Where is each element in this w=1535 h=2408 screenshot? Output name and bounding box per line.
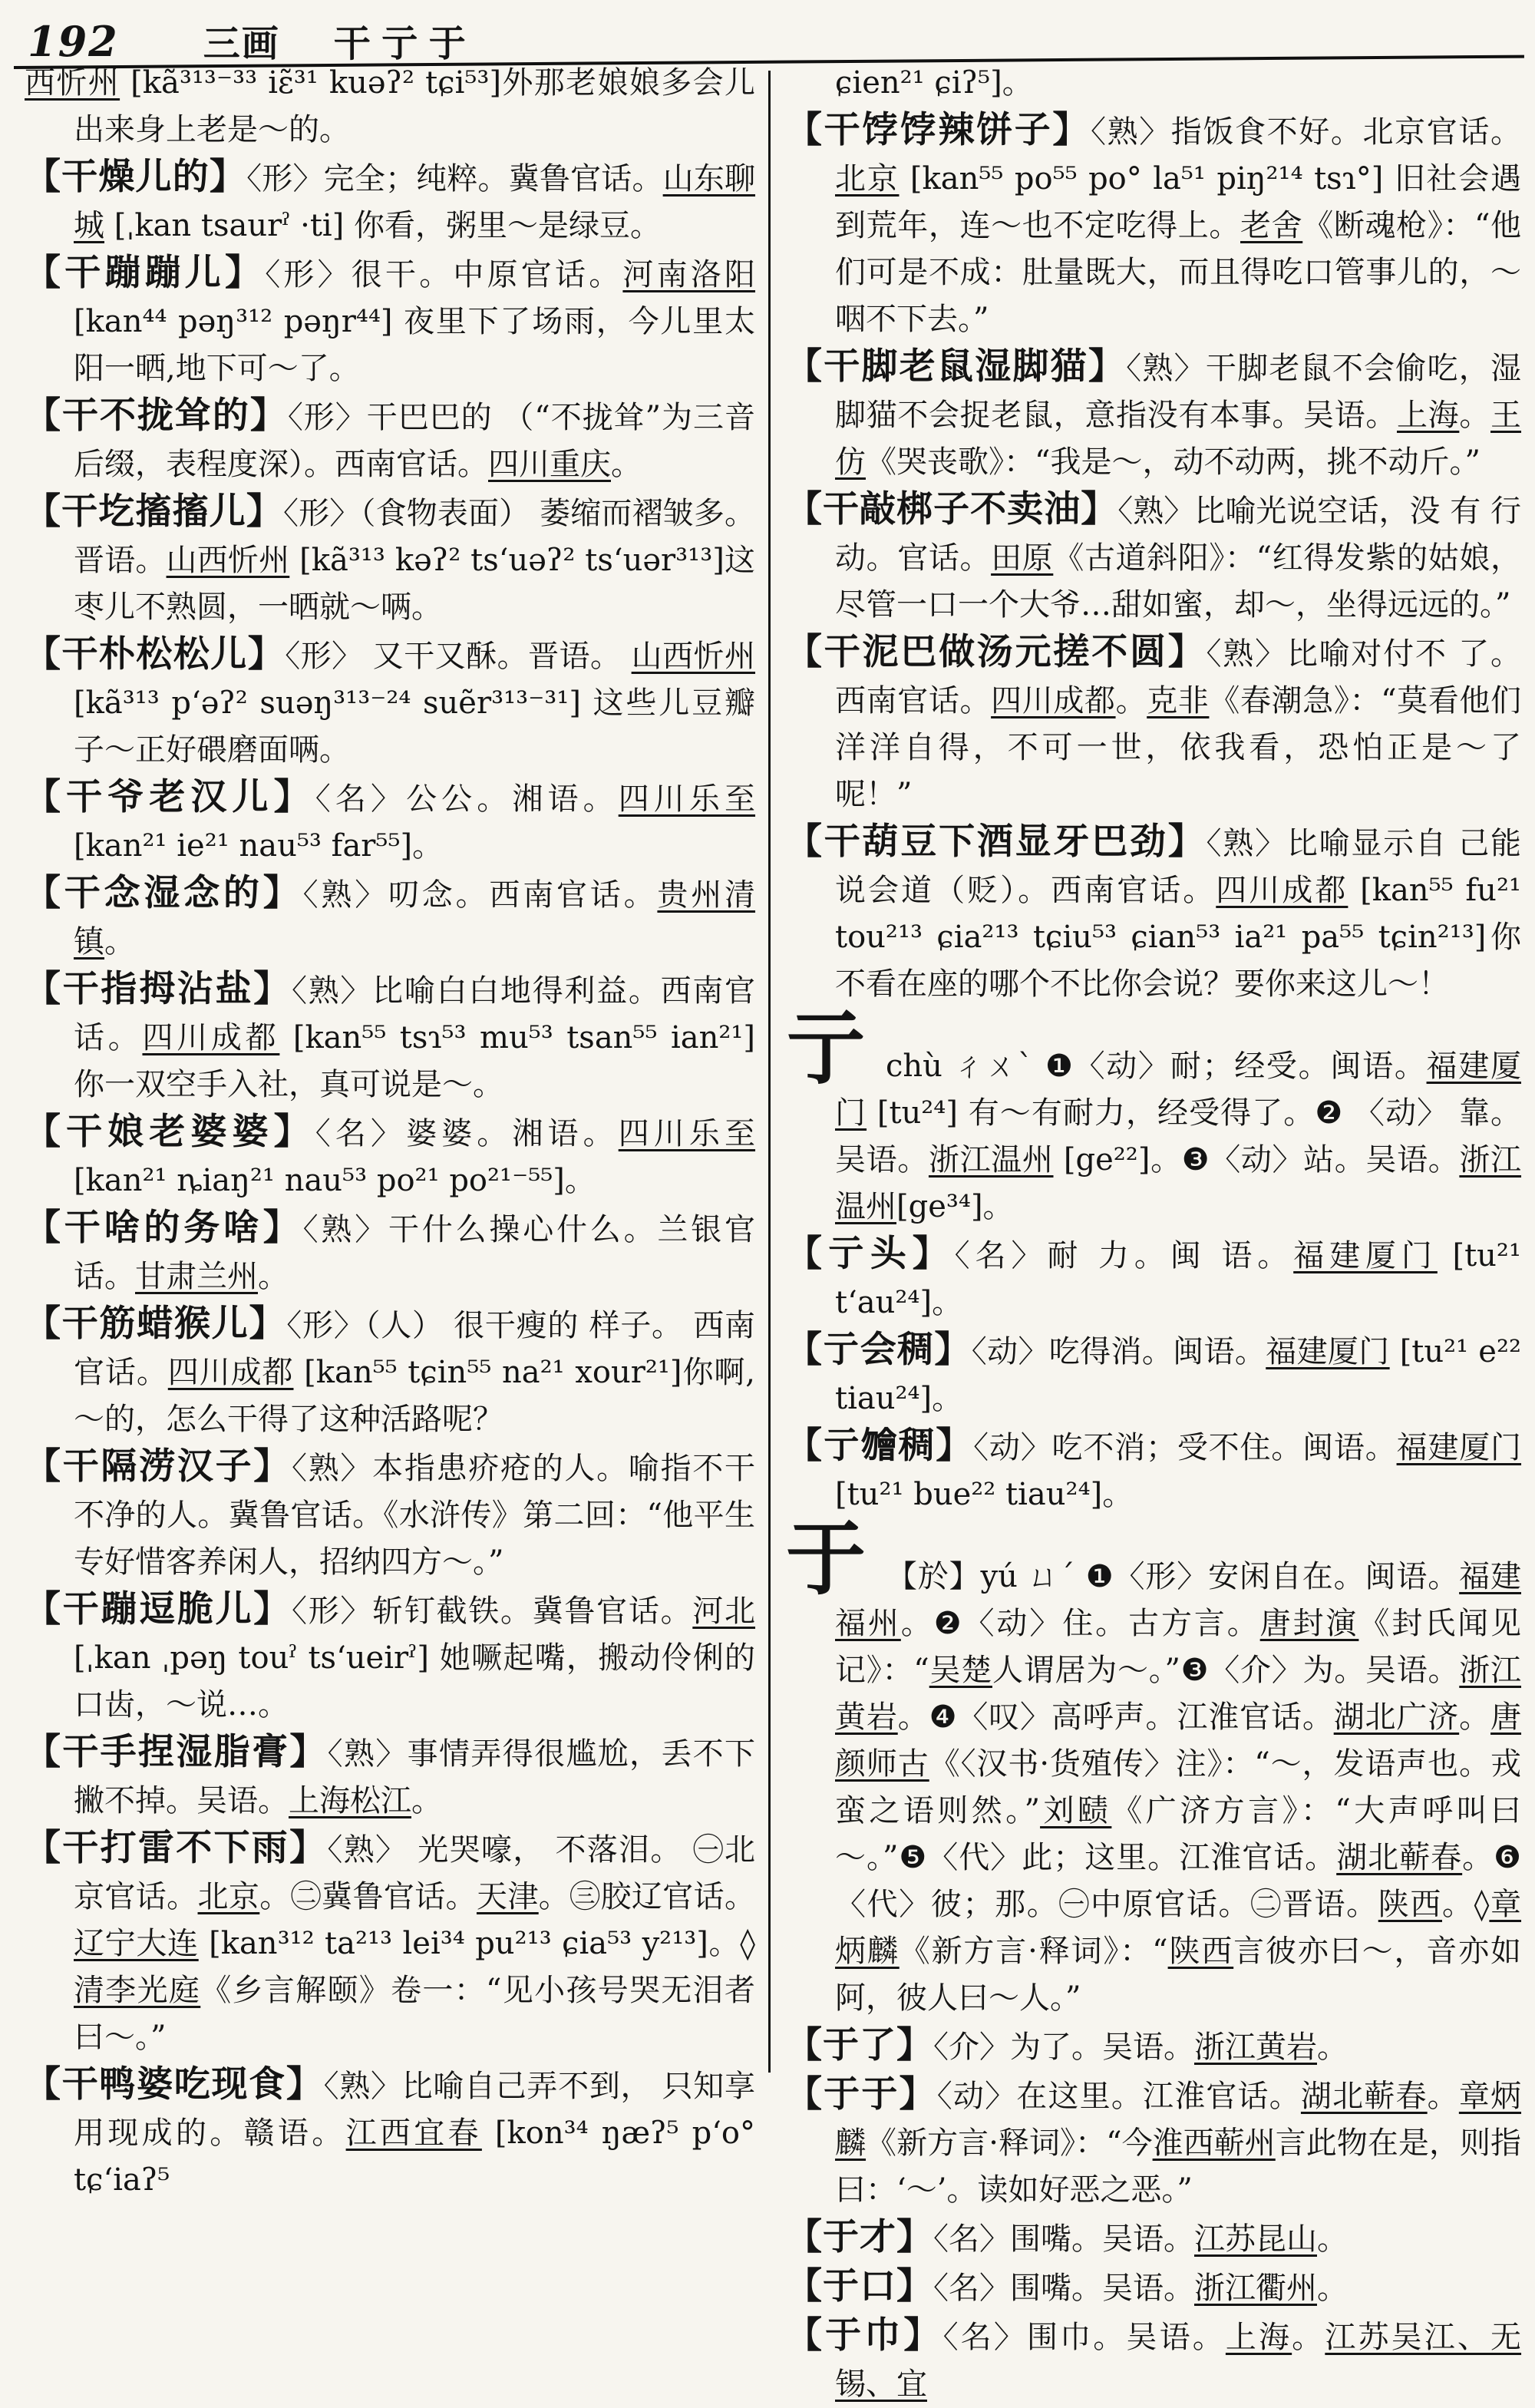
right-column <box>786 60 1521 2408</box>
proper-noun: 贵州清镇 <box>74 877 756 960</box>
entry-headword: 【干脚老鼠湿脚猫】 <box>786 345 1127 388</box>
dictionary-entry: 【干泥巴做汤元搓不圆】〈熟〉比喻对付不 了。西南官话。四川成都。克非《春潮急》：“莫看他们洋洋自得，不可一世，依我看，恐怕正是～了呢！” <box>786 631 1522 812</box>
proper-noun: 刘赜 <box>1040 1793 1112 1828</box>
proper-noun: 上海松江 <box>289 1783 411 1818</box>
proper-noun: 河北 <box>692 1594 756 1629</box>
entry-headword: 【干念湿念的】 <box>25 872 303 914</box>
dictionary-entry: 【干脚老鼠湿脚猫】〈熟〉干脚老鼠不会偷吃，湿脚猫不会捉老鼠，意指没有本事。吴语。上海。王仿《哭丧歌》：“我是～，动不动两，挑不动斤。” <box>786 345 1522 480</box>
entry-headword: 【干啥的务啥】 <box>25 1207 303 1249</box>
dictionary-entry: 【于巾】〈名〉围巾。吴语。上海。江苏吴江、无锡、宜 <box>786 2314 1522 2402</box>
entry-headword: 【干饽饽辣饼子】 <box>786 109 1091 151</box>
proper-noun: 湖北蕲春 <box>1300 2079 1428 2114</box>
head-character-entry: 于 【於】yú ㄩˊ ❶〈形〉安闲自在。闽语。福建福州。❷〈动〉住。古方言。唐封演《封氏闻见记》：“吴楚人谓居为～。”❸〈介〉为。吴语。浙江黄岩。❹〈叹〉高呼声。江淮官话。湖北广济。唐颜师古《〈汉书·货殖传〉注》：“～，发语声也。戎蛮之语则然。”刘赜《广济方言》：“大声呼叫曰～。”❺〈代〉此；这里。江淮官话。湖北蕲春。❻〈代〉彼；那。㊀中原官话。㊁晋语。陕西。◊章炳麟《新方言·释词》：“陕西言彼亦曰～，音亦如阿，彼人曰～人。” <box>786 1511 1522 2016</box>
dictionary-entry: 【干啥的务啥】〈熟〉干什么操心什么。兰银官话。甘肃兰州。 <box>25 1207 756 1294</box>
entry-headword: 【干爷老汉儿】 <box>25 776 315 818</box>
proper-noun: 清李光庭 <box>74 1973 201 2008</box>
dictionary-entry: 【干蹦蹦儿】〈形〉很干。中原官话。河南洛阳[kan⁴⁴ pəŋ³¹² pəŋr⁴⁴] 夜里下了场雨，今儿里太阳一晒,地下可～了。 <box>25 252 756 386</box>
proper-noun: 西忻州 <box>25 65 120 101</box>
entry-headword: 【干泥巴做汤元搓不圆】 <box>786 631 1207 673</box>
entry-headword: 【于了】 <box>786 2024 933 2066</box>
page-number: 192 <box>28 17 119 66</box>
proper-noun: 江苏吴江、无锡、宜 <box>835 2320 1522 2402</box>
left-column <box>25 60 755 2204</box>
proper-noun: 山西忻州 <box>631 639 756 674</box>
proper-noun: 山东聊城 <box>74 161 756 243</box>
entry-headword: 【亍会稠】 <box>786 1329 972 1371</box>
head-character-section <box>786 1511 1522 2022</box>
proper-noun: 四川乐至 <box>618 781 756 817</box>
proper-noun: 四川成都 <box>167 1355 294 1390</box>
proper-noun: 吴楚 <box>929 1653 992 1688</box>
dictionary-entry: 【亍头】〈名〉耐 力。闽 语。福建厦门 [tu²¹ t‘au²⁴]。 <box>786 1233 1522 1320</box>
entry-headword: 【干敲梆子不卖油】 <box>786 488 1118 530</box>
dictionary-entry: 【于口】〈名〉围嘴。吴语。浙江衢州。 <box>786 2265 1348 2307</box>
entry-headword: 【于口】 <box>786 2265 933 2307</box>
dictionary-entry: 【干敲梆子不卖油】〈熟〉比喻光说空话，没 有 行动。官话。田原《古道斜阳》：“红得发紫的姑娘，尽管一口一个大爷…甜如蜜，却～，坐得远远的。” <box>786 488 1522 623</box>
dictionary-entry: 【干隔涝汉子】〈熟〉本指患疥疮的人。喻指不干不净的人。冀鲁官话。《水浒传》第二回：“他平生专好惜客养闲人，招纳四方～。” <box>25 1445 755 1580</box>
head-character-section <box>786 1001 1522 1230</box>
page-header <box>28 14 477 67</box>
dictionary-entry: 【干葫豆下酒显牙巴劲】〈熟〉比喻显示自 己能说会道（贬）。西南官话。四川成都 [kan⁵⁵ fu²¹ tou²¹³ ɕia²¹³ tɕiu⁵³ ɕian⁵³ ia²¹ pa⁵⁵ tɕin²¹³]你不看在座的哪个不比你会说？要你来这儿～！ <box>786 821 1522 1002</box>
dictionary-entry: 【于才】〈名〉围嘴。吴语。江苏昆山。 <box>786 2216 1348 2258</box>
proper-noun: 福建厦门 <box>1293 1238 1438 1273</box>
proper-noun: 淮西蕲州 <box>1152 2126 1276 2161</box>
entry-headword: 【干鸭婆吃现食】 <box>25 2063 324 2106</box>
dictionary-entry: 【于于】〈动〉在这里。江淮官话。湖北蕲春。章炳麟《新方言·释词》：“今淮西蕲州言此物在是，则指曰：‘～’。读如好恶之恶。” <box>786 2073 1522 2208</box>
dictionary-entry: 【干娘老婆婆】〈名〉婆婆。湘语。四川乐至 [kan²¹ ȵiaŋ²¹ nau⁵³ po²¹ po²¹⁻⁵⁵]。 <box>25 1111 756 1198</box>
dictionary-entry: 【干朴松松儿】〈形〉 又干又酥。晋语。 山西忻州 [kã³¹³ p‘əʔ² suəŋ³¹³⁻²⁴ suẽr³¹³⁻³¹] 这些儿豆瓣子～正好碨磨面唡。 <box>25 633 756 768</box>
proper-noun: 河南洛阳 <box>622 257 756 292</box>
proper-noun: 四川成都 <box>142 1020 280 1055</box>
proper-noun: 四川重庆 <box>488 447 611 482</box>
proper-noun: 老舍 <box>1240 208 1303 243</box>
entry-headword: 【于巾】 <box>786 2314 943 2357</box>
entry-headword: 【于才】 <box>786 2216 933 2258</box>
entry-headword: 【亍头】 <box>786 1233 955 1275</box>
entry-headword: 【干打雷不下雨】 <box>25 1827 328 1869</box>
proper-noun: 克非 <box>1147 683 1210 718</box>
stroke-count-label: 三画 <box>203 22 280 65</box>
proper-noun: 唐封演 <box>1259 1606 1359 1641</box>
entry-headword: 【干蹦蹦儿】 <box>25 252 266 294</box>
entry-headword: 【干不拢耸的】 <box>25 395 288 437</box>
entry-headword: 【干葫豆下酒显牙巴劲】 <box>786 821 1207 863</box>
entry-headword: 【干蹦逗脆儿】 <box>25 1588 292 1630</box>
proper-noun: 湖北广济 <box>1333 1699 1460 1735</box>
dictionary-entry: 【干筋蜡猴儿】〈形〉（人） 很干瘦的 样子。 西南官话。四川成都 [kan⁵⁵ tɕin⁵⁵ na²¹ xour²¹]你啊,～的，怎么干得了这种活路呢？ <box>25 1303 756 1437</box>
entry-headword: 【干娘老婆婆】 <box>25 1111 315 1153</box>
proper-noun: 福建厦门 <box>1266 1334 1390 1369</box>
dictionary-entry: 西忻州 [kã³¹³⁻³³ iɛ̃³¹ kuəʔ² tɕi⁵³]外那老娘娘多会儿出来身上老是～的。 <box>25 65 755 147</box>
proper-noun: 天津 <box>476 1879 539 1914</box>
proper-noun: 浙江温州 <box>928 1142 1054 1178</box>
entry-headword: 【于于】 <box>786 2073 937 2116</box>
dictionary-entry: 【干圪搐搐儿】〈形〉（食物表面） 萎缩而褶皱多。晋语。山西忻州 [kã³¹³ kəʔ² ts‘uəʔ² ts‘uər³¹³]这枣儿不熟圆，一晒就～唡。 <box>25 491 756 625</box>
dictionary-entry: 【干不拢耸的】〈形〉干巴巴的 （“不拢耸”为三音后缀，表程度深）。西南官话。四川重庆。 <box>25 395 755 482</box>
entry-headword: 【干朴松松儿】 <box>25 633 286 675</box>
dictionary-entry: 【干念湿念的】〈熟〉叨念。西南官话。贵州清镇。 <box>25 872 756 960</box>
dictionary-entry: 【干饽饽辣饼子】〈熟〉指饭食不好。北京官话。北京 [kan⁵⁵ po⁵⁵ po° la⁵¹ piŋ²¹⁴ tsɿ°] 旧社会遇到荒年，连～也不定吃得上。老舍《断魂枪》：“他们可是不成：肚量既大，而且得吃口管事儿的，～咽不下去。” <box>786 109 1522 337</box>
proper-noun: 田原 <box>991 540 1054 576</box>
proper-noun: 上海 <box>1225 2320 1292 2355</box>
head-character-entry: 亍chù ㄔㄨˋ ❶〈动〉耐；经受。闽语。福建厦门 [tu²⁴] 有～有耐力，经受得了。❷ 〈动〉 靠。吴语。浙江温州 [ge²²]。❸〈动〉站。吴语。浙江温州[ge³⁴]。 <box>786 1001 1522 1224</box>
proper-noun: 四川成都 <box>991 683 1116 718</box>
entry-headword: 【干圪搐搐儿】 <box>25 491 283 533</box>
column-divider <box>768 71 771 2073</box>
proper-noun: 福建福州 <box>835 1559 1521 1641</box>
proper-noun: 福建厦门 <box>1396 1430 1522 1465</box>
proper-noun: 章炳麟 <box>835 1887 1522 1969</box>
entry-headword: 【亍𣍐稠】 <box>786 1425 974 1467</box>
entry-headword: 【干指拇沾盐】 <box>25 968 292 1010</box>
dictionary-entry: 【干打雷不下雨】〈熟〉 光哭嚎， 不落泪。 ㊀北京官话。北京。㊁冀鲁官话。天津。㊂胶辽官话。辽宁大连 [kan³¹² ta²¹³ lei³⁴ pu²¹³ ɕia⁵³ y²¹³]。◊清李光庭《乡言解颐》卷一：“见小孩号哭无泪者曰～。” <box>25 1827 756 2055</box>
proper-noun: 辽宁大连 <box>74 1926 199 1961</box>
proper-noun: 王仿 <box>835 398 1522 480</box>
proper-noun: 浙江温州 <box>835 1142 1522 1224</box>
proper-noun: 陕西 <box>1167 1934 1234 1969</box>
proper-noun: 北京 <box>835 161 900 197</box>
dictionary-entry: 【亍会稠】〈动〉吃得消。闽语。福建厦门 [tu²¹ e²² tiau²⁴]。 <box>786 1329 1522 1416</box>
entry-headword: 【干手捏湿脂膏】 <box>25 1731 328 1773</box>
dictionary-entry: 【干蹦逗脆儿】〈形〉斩钉截铁。冀鲁官话。河北 [ˌkan ˌpəŋ touˀ ts‘ueirˀ] 她噘起嘴，搬动伶俐的口齿，～说…。 <box>25 1588 756 1723</box>
proper-noun: 浙江黄岩 <box>835 1653 1522 1735</box>
proper-noun: 四川乐至 <box>618 1116 756 1151</box>
header-head-characters: 干亍于 <box>333 22 477 65</box>
proper-noun: 北京 <box>197 1879 260 1914</box>
entry-headword: 【干筋蜡猴儿】 <box>25 1303 287 1345</box>
proper-noun: 章炳麟 <box>835 2079 1522 2161</box>
dictionary-entry: ɕien²¹ ɕiʔ⁵]。 <box>835 65 1033 101</box>
entry-headword: 【干燥儿的】 <box>25 156 247 198</box>
proper-noun: 陕西 <box>1378 1887 1442 1922</box>
dictionary-entry: 【于了】〈介〉为了。吴语。浙江黄岩。 <box>786 2024 1348 2066</box>
proper-noun: 唐颜师古 <box>835 1699 1522 1782</box>
proper-noun: 江苏昆山 <box>1194 2221 1317 2257</box>
proper-noun: 浙江黄岩 <box>1194 2030 1317 2065</box>
entry-headword: 【干隔涝汉子】 <box>25 1445 292 1488</box>
dictionary-entry: 【干手捏湿脂膏】〈熟〉事情弄得很尴尬，丢不下撇不掉。吴语。上海松江。 <box>25 1731 756 1818</box>
dictionary-entry: 【干燥儿的】〈形〉完全；纯粹。冀鲁官话。山东聊城 [ˌkan tsaurˀ ·ti] 你看，粥里～是绿豆。 <box>25 156 756 243</box>
dictionary-entry: 【干指拇沾盐】〈熟〉比喻白白地得利益。西南官话。四川成都 [kan⁵⁵ tsɿ⁵³ mu⁵³ tsan⁵⁵ ian²¹] 你一双空手入社，真可说是～。 <box>25 968 756 1102</box>
proper-noun: 湖北蕲春 <box>1336 1840 1463 1875</box>
proper-noun: 福建厦门 <box>835 1049 1521 1131</box>
proper-noun: 山西忻州 <box>166 543 290 578</box>
proper-noun: 浙江衢州 <box>1194 2271 1317 2306</box>
proper-noun: 江西宜春 <box>345 2116 482 2151</box>
proper-noun: 四川成都 <box>1216 873 1348 908</box>
dictionary-entry: 【干鸭婆吃现食】〈熟〉比喻自己弄不到， 只知享用现成的。赣语。江西宜春 [kon³⁴ ŋæʔ⁵ p‘o° tɕ‘iaʔ⁵ <box>25 2063 756 2198</box>
dictionary-entry: 【干爷老汉儿】〈名〉公公。湘语。四川乐至 [kan²¹ ie²¹ nau⁵³ far⁵⁵]。 <box>25 776 756 864</box>
dictionary-entry: 【亍𣍐稠】〈动〉吃不消；受不住。闽语。福建厦门 [tu²¹ bue²² tiau²⁴]。 <box>786 1425 1522 1512</box>
proper-noun: 甘肃兰州 <box>135 1259 258 1294</box>
proper-noun: 上海 <box>1397 398 1460 433</box>
